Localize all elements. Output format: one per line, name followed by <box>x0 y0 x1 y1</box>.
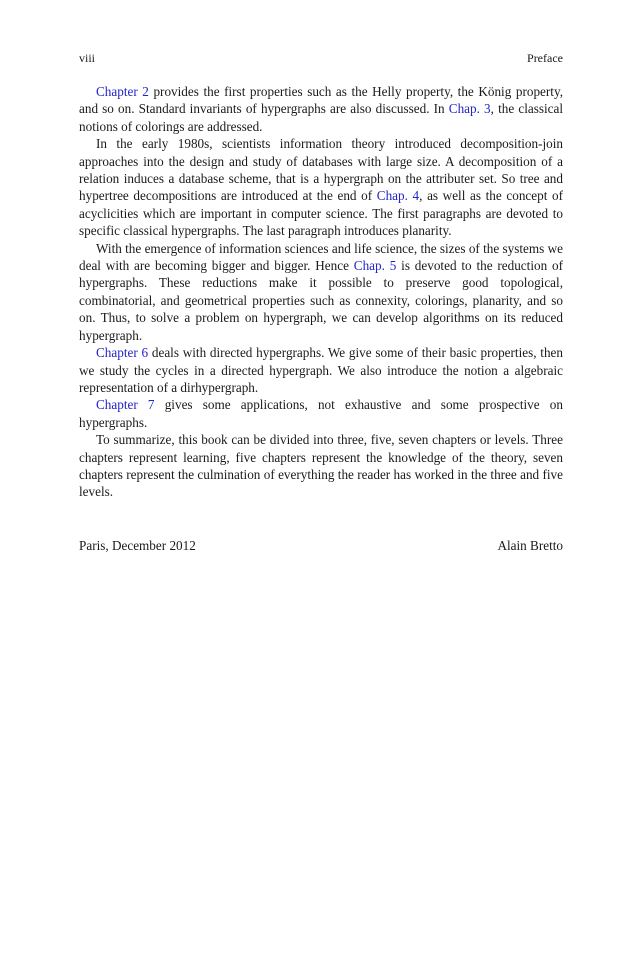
paragraph-text: In the early 1980s, scientists information theory introduced decomposition-join approaches into the design and study of databases with large size. A decomposition of a relation induces a database scheme, that is a hypergraph on the attributer set. So tree and hypertree decompositions are introduced at the end of <box>79 136 563 204</box>
chapter-link[interactable]: Chap. 3 <box>448 101 491 117</box>
paragraph-text: gives some applications, not exhaustive and some prospective on hypergraphs. <box>79 397 563 430</box>
signature-place-date: Paris, December 2012 <box>79 538 196 553</box>
preface-body <box>79 83 563 501</box>
running-head <box>79 50 563 66</box>
paragraph-text: provides the first properties such as the Helly property, the König property, and so on. Standard invariants of hypergraphs are also discussed. In <box>79 84 563 117</box>
chapter-link[interactable]: Chapter 7 <box>96 397 155 413</box>
paragraph <box>79 344 563 396</box>
chapter-link[interactable]: Chap. 5 <box>353 258 397 274</box>
chapter-link[interactable]: Chapter 6 <box>96 345 149 361</box>
paragraph <box>79 396 563 431</box>
paragraph-text: , as well as the concept of acyclicities which are important in computer science. The first paragraphs are devoted to specific classical hypergraphs. The last paragraph introduces planarity. <box>79 188 564 239</box>
paragraph-text: To summarize, this book can be divided into three, five, seven chapters or levels. Three chapters represent learning, five chapters represent the knowledge of the theory, seven chapters represent the culmination of everything the reader has worked in the three and five levels. <box>79 432 563 500</box>
page-number: viii <box>79 51 96 65</box>
paragraph-text: deals with directed hypergraphs. We give some of their basic properties, then we study the cycles in a directed hypergraph. We also introduce the notion a algebraic representation of a dirhypergraph. <box>79 345 564 395</box>
chapter-link[interactable]: Chapter 2 <box>96 84 149 99</box>
signature-line <box>79 537 563 554</box>
paragraph-text: , the classical notions of colorings are addressed. <box>79 101 564 134</box>
signature-author: Alain Bretto <box>497 538 563 553</box>
paragraph <box>79 240 563 344</box>
paragraph <box>79 431 563 501</box>
paragraph-text: is devoted to the reduction of hypergraphs. These reductions make it possible to preserve good topological, combinatorial, and geometrical properties such as connexity, colorings, planarity, and so on. Thus, to solve a problem on hypergraph, we can develop algorithms on its reduced hypergraph. <box>79 258 563 343</box>
chapter-link[interactable]: Chap. 4 <box>376 188 420 204</box>
running-head-section: Preface <box>527 51 563 65</box>
paragraph <box>79 83 563 135</box>
paragraph <box>79 135 563 239</box>
paragraph-text: With the emergence of information sciences and life science, the sizes of the systems we deal with are becoming bigger and bigger. Hence <box>79 240 563 274</box>
